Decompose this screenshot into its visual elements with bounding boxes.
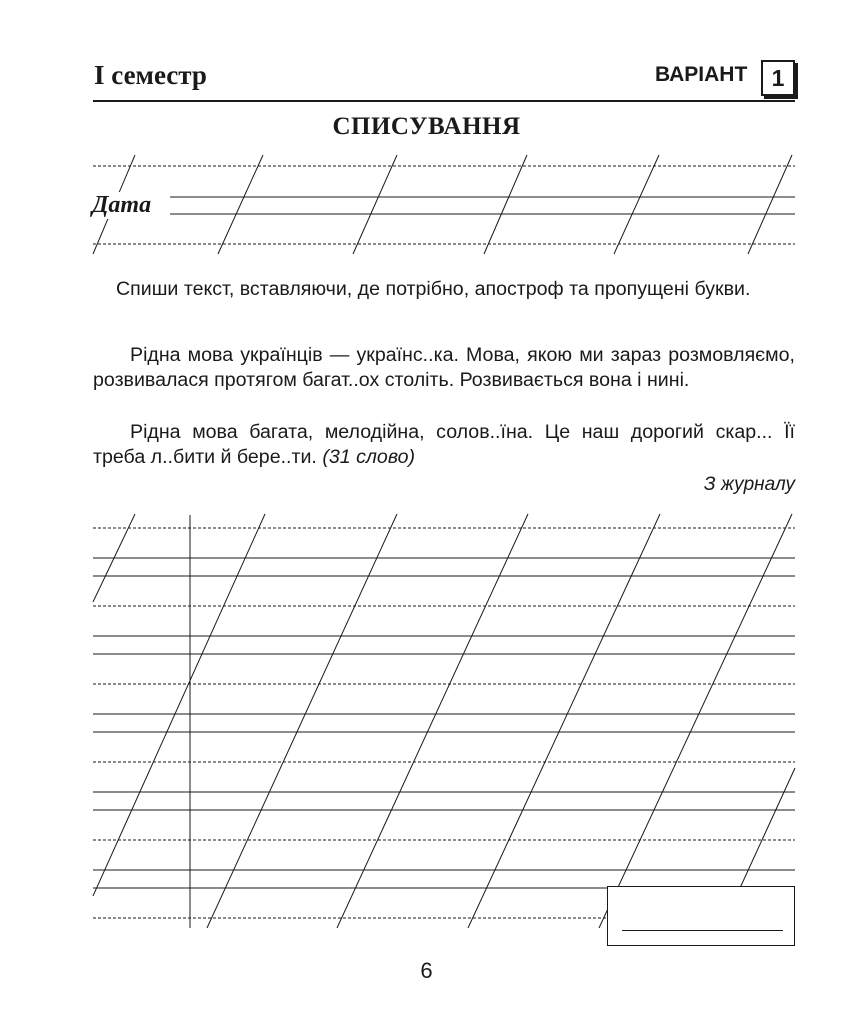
text-source: З журналу — [703, 474, 795, 495]
grade-box — [607, 886, 795, 946]
dictation-paragraph-2-text: Рідна мова багата, мелодійна, солов..їна. Це наш дорогий скар... Її треба л..бити й бере..ти. — [93, 421, 795, 468]
word-count: (31 слово) — [322, 446, 416, 468]
grade-line — [622, 930, 783, 931]
variant-number-badge: 1 — [761, 60, 795, 96]
dictation-paragraph-1-text: Рідна мова українців — українс..ка. Мова, якою ми зараз розмовляємо, розвивалася протягом багат..ох століть. Розвивається вона і нині. — [93, 344, 795, 391]
semester-label: І семестр — [94, 60, 207, 90]
date-label: Дата — [92, 192, 155, 219]
page-number: 6 — [420, 958, 433, 983]
variant-label: ВАРІАНТ — [655, 63, 748, 86]
section-title: СПИСУВАННЯ — [332, 113, 521, 140]
task-instruction: Спиши текст, вставляючи, де потрібно, апостроф та пропущені букви. — [116, 278, 751, 300]
